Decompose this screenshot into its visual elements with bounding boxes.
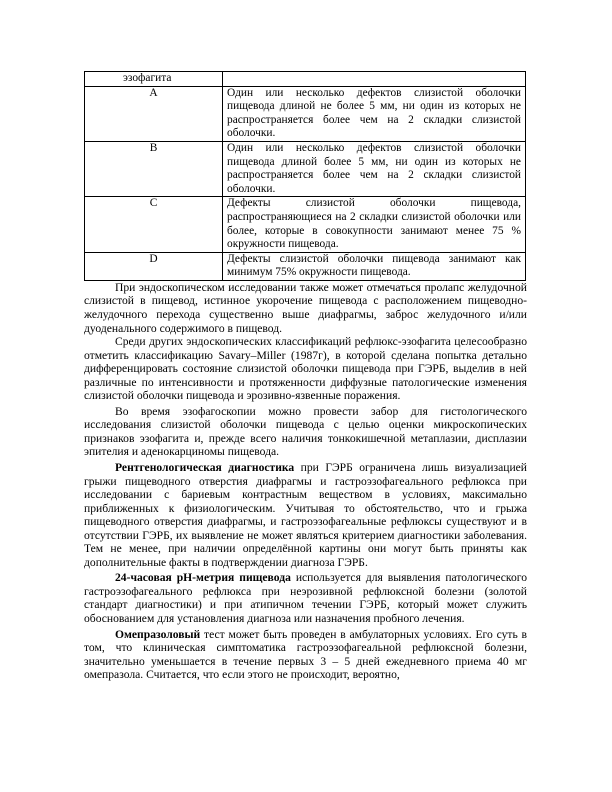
description-cell: Один или несколько дефектов слизистой оболочки пищевода длиной не более 5 мм, ни один из которых не распространяется более чем на 2 складки слизистой оболочки. [223, 86, 526, 141]
description-cell: Дефекты слизистой оболочки пищевода занимают как минимум 75% окружности пищевода. [223, 252, 526, 280]
paragraph-xray-text: при ГЭРБ ограничена лишь визуализацией грыжи пищеводного отверстия диафрагмы и гастроэзофагеального рефлюкса при исследовании с бариевым контрастным веществом в условиях, максимально приближенных к физиологическим. Учитывая то обстоятельство, что и грыжа пищеводного отверстия диафрагмы, и гастроэзофагеальные рефлюксы существуют и в отсутствии ГЭРБ, их выявление не может являться критерием диагностики заболевания. Тем не менее, при наличии определённой картины они могут быть приняты как дополнительные факты в подтверждении диагноза ГЭРБ. [84, 461, 527, 569]
table-header-empty-cell [223, 72, 526, 87]
paragraph-savary-miller: Среди других эндоскопических классификаций рефлюкс-эзофагита целесообразно отметить классификацию Savary–Miller (1987г), в которой сделана попытка детально дифференцировать состояние слизистой оболочки пищевода при ГЭРБ, выделив в ней различные по интенсивности и протяженности диффузные патологические изменения слизистой оболочки пищевода и эрозивно-язвенные поражения. [84, 335, 527, 403]
table-header-cell: эзофагита [85, 72, 223, 87]
table-row [85, 86, 526, 141]
description-cell: Дефекты слизистой оболочки пищевода, распространяющиеся на 2 складки слизистой оболочки или более, которые в совокупности занимают менее 75 % окружности пищевода. [223, 197, 526, 252]
document-page [84, 71, 527, 684]
term-ph-metry: 24-часовая рН-метрия пищевода [115, 571, 291, 585]
table-row [85, 141, 526, 196]
grade-cell: B [85, 141, 223, 196]
description-cell: Один или несколько дефектов слизистой оболочки пищевода длиной более 5 мм, ни один из которых не распространяется более чем на 2 складки слизистой оболочки. [223, 141, 526, 196]
table-row [85, 252, 526, 280]
term-xray-diagnostics: Рентгенологическая диагностика [115, 461, 295, 475]
body-text [84, 281, 527, 682]
paragraph-histology: Во время эзофагоскопии можно провести забор для гистологического исследования слизистой оболочки пищевода с целью оценки микроскопических признаков эзофагита и, прежде всего наличия тонкокишечной метаплазии, дисплазии эпителия и аденокарциномы пищевода. [84, 404, 527, 459]
table-row [85, 197, 526, 252]
grade-cell: A [85, 86, 223, 141]
term-omeprazole: Омепразоловый [115, 627, 201, 641]
paragraph-xray [84, 461, 527, 569]
paragraph-ph-metry-text: используется для выявления патологического гастроэзофагеального рефлюкса при неэрозивной рефлюксной болезни (золотой стандарт диагностики) и при атипичном течении ГЭРБ, который может служить обоснованием для установления диагноза или назначения пробного лечения. [84, 571, 528, 626]
table-header-row [85, 72, 526, 87]
grade-cell: D [85, 252, 223, 280]
paragraph-endoscopy-findings: При эндоскопическом исследовании также может отмечаться пролапс желудочной слизистой в пищевод, истинное укорочение пищевода с расположением пищеводно-желудочного перехода существенно выше диафрагмы, заброс желудочного и/или дуоденального содержимого в пищевод. [84, 280, 527, 335]
paragraph-ph-metry [84, 571, 527, 625]
esophagitis-grade-table [84, 71, 526, 281]
paragraph-omeprazole-text: тест может быть проведен в амбулаторных условиях. Его суть в том, что клиническая симптоматика гастроэзофагеальной рефлюксной болезни, значительно уменьшается в течение первых 3 – 5 дней ежедневного приема 40 мг омепразола. Считается, что если этого не происходит, вероятно, [84, 627, 527, 682]
paragraph-omeprazole [84, 628, 527, 682]
grade-cell: C [85, 197, 223, 252]
